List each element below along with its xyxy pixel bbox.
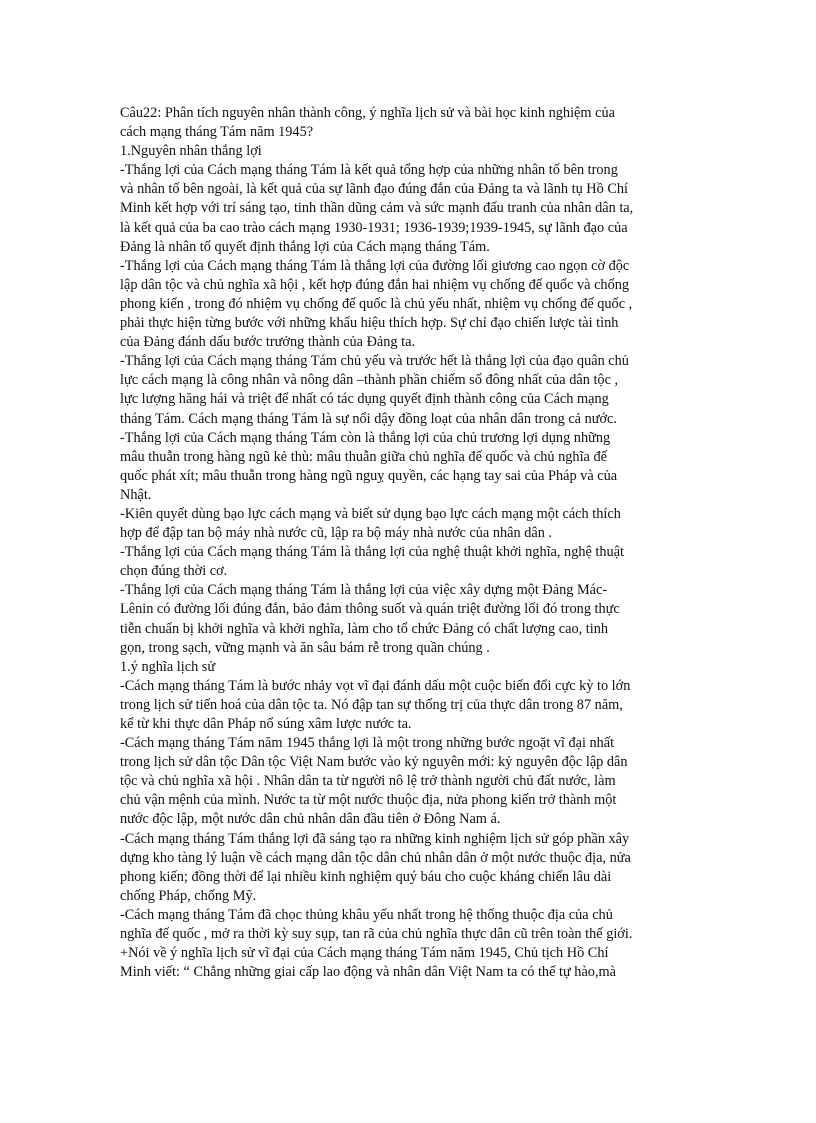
text-line: Minh kết hợp với trí sáng tạo, tinh thần dũng cảm và sức mạnh đấu tranh của nhân dân ta, — [120, 200, 634, 217]
text-line: -Thắng lợi của Cách mạng tháng Tám là thắng lợi của đường lối giương cao ngọn cờ độc — [120, 257, 630, 274]
text-line: Đảng là nhân tố quyết định thắng lợi của Cách mạng tháng Tám. — [120, 238, 490, 255]
text-line: trong lịch sử tiến hoá của dân tộc ta. Nó đập tan sự thống trị của thực dân trong 87 năm, — [120, 696, 623, 713]
text-line: phong kiến , trong đó nhiệm vụ chống đế quốc là chủ yếu nhất, nhiệm vụ chống đế quốc , — [120, 295, 633, 312]
text-line: lực cách mạng là công nhân và nông dân –thành phần chiếm số đông nhất của dân tộc , — [120, 372, 619, 389]
text-line: gọn, trong sạch, vững mạnh và ăn sâu bám rễ trong quần chúng . — [120, 639, 490, 656]
question-title-line-1: Câu22: Phân tích nguyên nhân thành công, ý nghĩa lịch sử và bài học kinh nghiệm của — [120, 105, 615, 121]
text-line: mâu thuẫn trong hàng ngũ kẻ thù: mâu thuẫn giữa chủ nghĩa đế quốc và chủ nghĩa đế — [120, 448, 607, 465]
text-line: kể từ khi thực dân Pháp nổ súng xâm lược nước ta. — [120, 716, 412, 732]
text-line: tháng Tám. Cách mạng tháng Tám là sự nổi dậy đồng loạt của nhân dân trong cả nước. — [120, 410, 617, 427]
text-line: -Thắng lợi của Cách mạng tháng Tám là thắng lợi của nghệ thuật khởi nghĩa, nghệ thuật — [120, 544, 625, 561]
text-line: lực lượng hăng hái và triệt để nhất có tác dụng quyết định thành công của Cách mạng — [120, 391, 609, 408]
text-line: -Thắng lợi của Cách mạng tháng Tám chủ yếu và trước hết là thắng lợi của đạo quân chủ — [120, 353, 629, 370]
text-line: là kết quả của ba cao trào cách mạng 1930-1931; 1936-1939;1939-1945, sự lãnh đạo của — [120, 219, 628, 236]
document-body — [120, 104, 700, 982]
text-line: tiễn chuẩn bị khởi nghĩa và khởi nghĩa, làm cho tổ chức Đảng có chất lượng cao, tinh — [120, 620, 609, 637]
text-line: của Đảng đánh dấu bước trưởng thành của Đảng ta. — [120, 334, 416, 351]
text-line: -Kiên quyết dùng bạo lực cách mạng và biết sử dụng bạo lực cách mạng một cách thích — [120, 505, 621, 522]
text-line: phong kiến; đồng thời để lại nhiều kinh nghiệm quý báu cho cuộc kháng chiến lâu dài — [120, 868, 612, 885]
section-heading-causes: 1.Nguyên nhân thắng lợi — [120, 143, 262, 160]
text-line: Nhật. — [120, 486, 152, 503]
text-line: +Nói về ý nghĩa lịch sử vĩ đại của Cách mạng tháng Tám năm 1945, Chủ tịch Hồ Chí — [120, 945, 609, 962]
text-line: nước độc lập, một nước dân chủ nhân dân đầu tiên ở Đông Nam á. — [120, 811, 501, 828]
text-line: -Thắng lợi của Cách mạng tháng Tám còn là thắng lợi của chủ trương lợi dụng những — [120, 429, 611, 446]
text-line: trong lịch sử dân tộc Dân tộc Việt Nam bước vào kỷ nguyên mới: kỷ nguyên độc lập dân — [120, 754, 628, 771]
text-line: chống Pháp, chống Mỹ. — [120, 887, 257, 904]
question-title-line-2: cách mạng tháng Tám năm 1945? — [120, 124, 314, 141]
text-line: và nhân tố bên ngoài, là kết quả của sự lãnh đạo đúng đắn của Đảng ta và lãnh tụ Hồ Chí — [120, 181, 629, 198]
section-heading-significance: 1.ý nghĩa lịch sử — [120, 658, 216, 675]
text-line: -Cách mạng tháng Tám đã chọc thủng khâu yếu nhất trong hệ thống thuộc địa của chủ — [120, 906, 613, 923]
text-line: Minh viết: “ Chẳng những giai cấp lao động và nhân dân Việt Nam ta có thể tự hào,mà — [120, 964, 616, 981]
text-line: tộc và chủ nghĩa xã hội . Nhân dân ta từ người nô lệ trở thành người chủ đất nước, làm — [120, 773, 616, 790]
text-line: quốc phát xít; mâu thuẫn trong hàng ngũ nguỵ quyền, các hạng tay sai của Pháp và của — [120, 467, 618, 484]
text-line: chủ vận mệnh của mình. Nước ta từ một nước thuộc địa, nửa phong kiến trở thành một — [120, 792, 617, 809]
text-line: -Cách mạng tháng Tám năm 1945 thắng lợi là một trong những bước ngoặt vĩ đại nhất — [120, 735, 615, 752]
text-line: lập dân tộc và chủ nghĩa xã hội , kết hợp đúng đắn hai nhiệm vụ chống đế quốc và chống — [120, 276, 630, 293]
text-line: Lênin có đường lối đúng đắn, bảo đảm thông suốt và quán triệt đường lối đó trong thực — [120, 601, 620, 618]
text-line: -Thắng lợi của Cách mạng tháng Tám là thắng lợi của việc xây dựng một Đảng Mác- — [120, 582, 608, 599]
text-line: hợp để đập tan bộ máy nhà nước cũ, lập ra bộ máy nhà nước của nhân dân . — [120, 525, 552, 542]
text-line: phải thực hiện từng bước với những khẩu hiệu thích hợp. Sự chỉ đạo chiến lược tài tình — [120, 315, 619, 332]
text-line: nghĩa đế quốc , mở ra thời kỳ suy sụp, tan rã của chủ nghĩa thực dân cũ trên toàn thế giới. — [120, 926, 633, 943]
text-line: -Thắng lợi của Cách mạng tháng Tám là kết quả tổng hợp của những nhân tố bên trong — [120, 162, 618, 179]
text-line: -Cách mạng tháng Tám thắng lợi đã sáng tạo ra những kinh nghiệm lịch sử góp phần xây — [120, 830, 630, 847]
text-line: chọn đúng thời cơ. — [120, 563, 228, 580]
text-line: -Cách mạng tháng Tám là bước nhảy vọt vĩ đại đánh dấu một cuộc biến đổi cực kỳ to lớn — [120, 677, 631, 694]
text-line: dựng kho tàng lý luận về cách mạng dân tộc dân chủ nhân dân ở một nước thuộc địa, nửa — [120, 849, 631, 866]
